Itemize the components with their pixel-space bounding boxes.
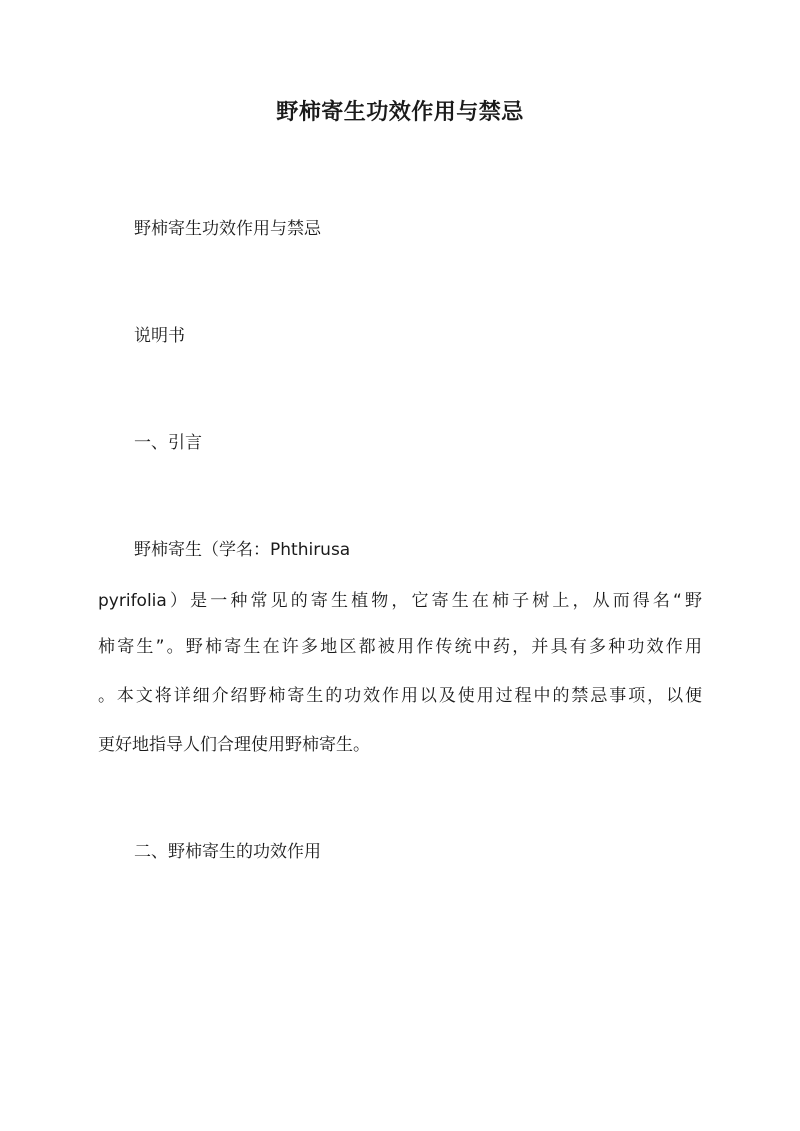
section-heading-introduction: 一、引言 bbox=[134, 433, 202, 453]
paragraph-line: pyrifolia）是一种常见的寄生植物，它寄生在柿子树上，从而得名“野 bbox=[98, 591, 702, 611]
section-heading-effects: 二、野柿寄生的功效作用 bbox=[134, 842, 321, 862]
paragraph-line: 更好地指导人们合理使用野柿寄生。 bbox=[98, 735, 370, 755]
paragraph-line: 柿寄生”。野柿寄生在许多地区都被用作传统中药，并具有多种功效作用 bbox=[98, 637, 702, 657]
paragraph-line: 野柿寄生（学名：Phthirusa bbox=[134, 540, 351, 560]
paragraph-line: 。本文将详细介绍野柿寄生的功效作用以及使用过程中的禁忌事项，以便 bbox=[98, 686, 702, 706]
subtitle: 野柿寄生功效作用与禁忌 bbox=[134, 219, 321, 239]
manual-label: 说明书 bbox=[134, 326, 185, 346]
page-title: 野柿寄生功效作用与禁忌 bbox=[276, 99, 524, 125]
